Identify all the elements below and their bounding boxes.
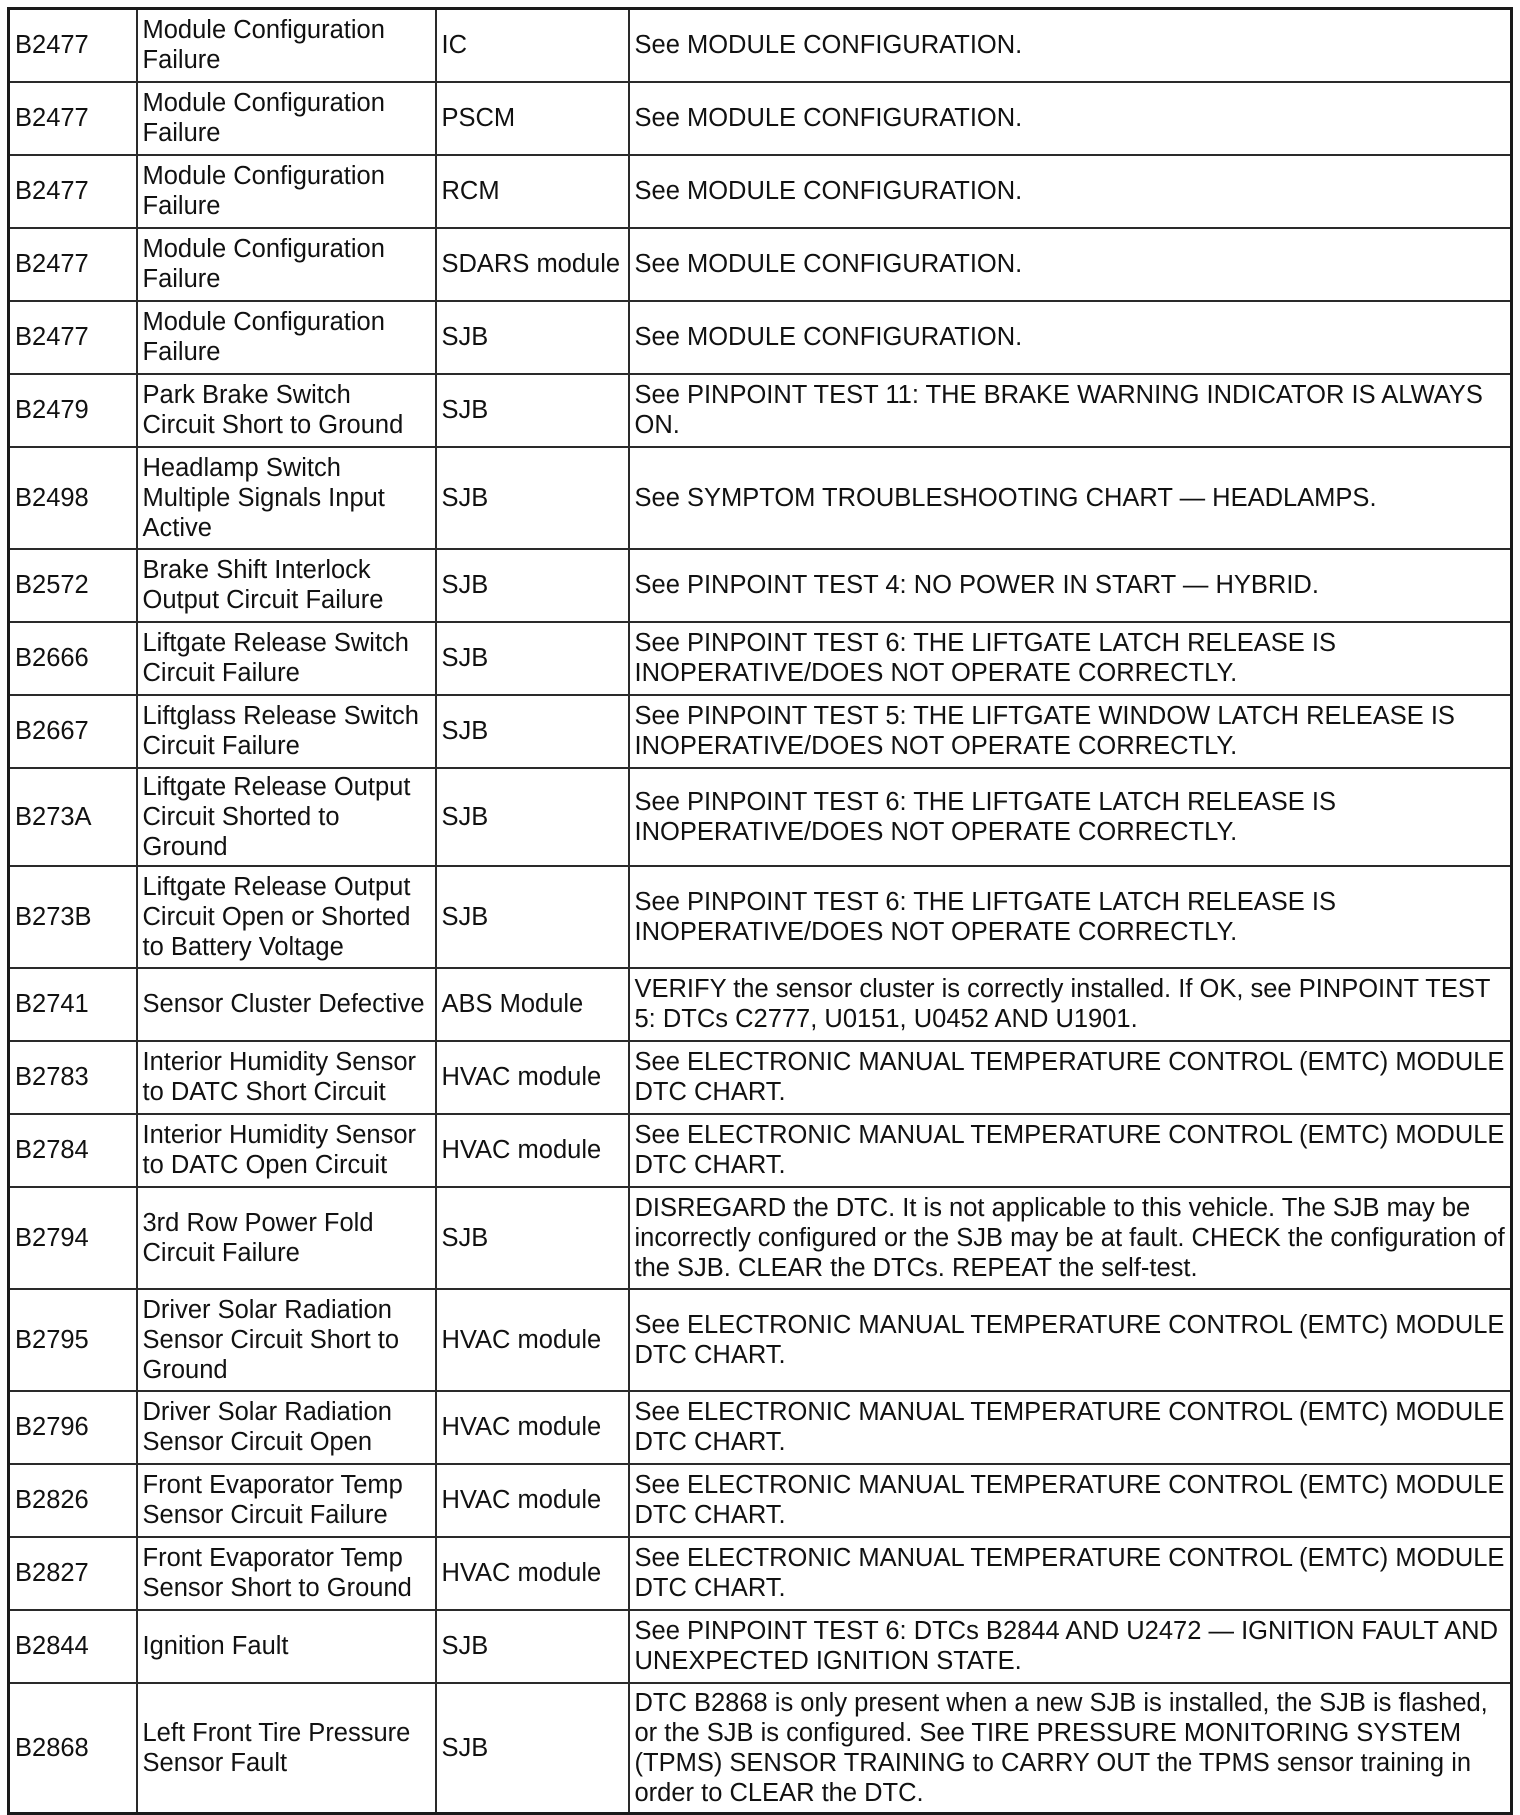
dtc-code: B2784 (9, 1114, 137, 1187)
table-row (9, 1114, 1512, 1187)
dtc-code: B2795 (9, 1289, 137, 1391)
dtc-module: SJB (436, 1187, 629, 1289)
dtc-table (7, 7, 1513, 1815)
dtc-code: B2477 (9, 9, 137, 82)
dtc-action: DISREGARD the DTC. It is not applicable to this vehicle. The SJB may be incorrectly configured or the SJB may be at fault. CHECK the configuration of the SJB. CLEAR the DTCs. REPEAT the self-test. (629, 1187, 1512, 1289)
dtc-module: SJB (436, 1610, 629, 1683)
dtc-description: Liftglass Release Switch Circuit Failure (137, 695, 436, 768)
table-row (9, 374, 1512, 447)
dtc-code: B273A (9, 768, 137, 866)
dtc-module: ABS Module (436, 968, 629, 1041)
dtc-action: See MODULE CONFIGURATION. (629, 9, 1512, 82)
dtc-code: B2827 (9, 1537, 137, 1610)
dtc-action: See MODULE CONFIGURATION. (629, 82, 1512, 155)
table-row (9, 447, 1512, 549)
dtc-module: PSCM (436, 82, 629, 155)
dtc-module: IC (436, 9, 629, 82)
dtc-action: See MODULE CONFIGURATION. (629, 301, 1512, 374)
dtc-module: SJB (436, 447, 629, 549)
dtc-code: B2796 (9, 1391, 137, 1464)
dtc-code: B2477 (9, 155, 137, 228)
table-row (9, 1187, 1512, 1289)
dtc-description: Driver Solar Radiation Sensor Circuit Short to Ground (137, 1289, 436, 1391)
dtc-module: HVAC module (436, 1041, 629, 1114)
dtc-module: HVAC module (436, 1289, 629, 1391)
dtc-action: See PINPOINT TEST 11: THE BRAKE WARNING INDICATOR IS ALWAYS ON. (629, 374, 1512, 447)
dtc-description: Module Configuration Failure (137, 228, 436, 301)
dtc-description: Module Configuration Failure (137, 301, 436, 374)
dtc-action: See PINPOINT TEST 6: THE LIFTGATE LATCH RELEASE IS INOPERATIVE/DOES NOT OPERATE CORRECTLY. (629, 866, 1512, 968)
table-row (9, 228, 1512, 301)
dtc-module: SJB (436, 622, 629, 695)
dtc-module: SJB (436, 301, 629, 374)
table-row (9, 82, 1512, 155)
dtc-code: B2666 (9, 622, 137, 695)
dtc-action: See ELECTRONIC MANUAL TEMPERATURE CONTROL (EMTC) MODULE DTC CHART. (629, 1391, 1512, 1464)
dtc-description: 3rd Row Power Fold Circuit Failure (137, 1187, 436, 1289)
dtc-action: See ELECTRONIC MANUAL TEMPERATURE CONTROL (EMTC) MODULE DTC CHART. (629, 1289, 1512, 1391)
table-row (9, 1683, 1512, 1814)
dtc-action: See ELECTRONIC MANUAL TEMPERATURE CONTROL (EMTC) MODULE DTC CHART. (629, 1537, 1512, 1610)
dtc-module: SJB (436, 549, 629, 622)
dtc-code: B2741 (9, 968, 137, 1041)
dtc-action: See PINPOINT TEST 6: THE LIFTGATE LATCH RELEASE IS INOPERATIVE/DOES NOT OPERATE CORRECTLY. (629, 768, 1512, 866)
table-row (9, 1041, 1512, 1114)
table-row (9, 695, 1512, 768)
dtc-description: Module Configuration Failure (137, 9, 436, 82)
dtc-module: SJB (436, 866, 629, 968)
dtc-description: Liftgate Release Output Circuit Shorted to Ground (137, 768, 436, 866)
dtc-action: See PINPOINT TEST 5: THE LIFTGATE WINDOW LATCH RELEASE IS INOPERATIVE/DOES NOT OPERATE CORRECTLY. (629, 695, 1512, 768)
table-row (9, 1289, 1512, 1391)
dtc-module: HVAC module (436, 1464, 629, 1537)
dtc-description: Brake Shift Interlock Output Circuit Failure (137, 549, 436, 622)
dtc-code: B273B (9, 866, 137, 968)
dtc-action: See ELECTRONIC MANUAL TEMPERATURE CONTROL (EMTC) MODULE DTC CHART. (629, 1041, 1512, 1114)
dtc-code: B2477 (9, 228, 137, 301)
dtc-module: SJB (436, 768, 629, 866)
dtc-description: Headlamp Switch Multiple Signals Input Active (137, 447, 436, 549)
dtc-table-container (7, 7, 1513, 1815)
dtc-description: Park Brake Switch Circuit Short to Ground (137, 374, 436, 447)
table-row (9, 866, 1512, 968)
dtc-description: Interior Humidity Sensor to DATC Open Circuit (137, 1114, 436, 1187)
dtc-module: SJB (436, 374, 629, 447)
table-row (9, 622, 1512, 695)
dtc-action: DTC B2868 is only present when a new SJB is installed, the SJB is flashed, or the SJB is configured. See TIRE PRESSURE MONITORING SYSTEM (TPMS) SENSOR TRAINING to CARRY OUT the TPMS sensor training in order to CLEAR the DTC. (629, 1683, 1512, 1814)
dtc-description: Left Front Tire Pressure Sensor Fault (137, 1683, 436, 1814)
dtc-action: VERIFY the sensor cluster is correctly installed. If OK, see PINPOINT TEST 5: DTCs C2777, U0151, U0452 AND U1901. (629, 968, 1512, 1041)
dtc-description: Front Evaporator Temp Sensor Short to Ground (137, 1537, 436, 1610)
table-row (9, 1610, 1512, 1683)
table-row (9, 768, 1512, 866)
dtc-description: Sensor Cluster Defective (137, 968, 436, 1041)
table-row (9, 1464, 1512, 1537)
dtc-code: B2477 (9, 301, 137, 374)
dtc-code: B2868 (9, 1683, 137, 1814)
dtc-code: B2844 (9, 1610, 137, 1683)
table-row (9, 155, 1512, 228)
table-row (9, 301, 1512, 374)
dtc-action: See PINPOINT TEST 6: DTCs B2844 AND U2472 — IGNITION FAULT AND UNEXPECTED IGNITION STATE. (629, 1610, 1512, 1683)
dtc-module: SJB (436, 695, 629, 768)
dtc-action: See MODULE CONFIGURATION. (629, 155, 1512, 228)
dtc-module: HVAC module (436, 1114, 629, 1187)
dtc-module: HVAC module (436, 1391, 629, 1464)
table-row (9, 968, 1512, 1041)
table-row (9, 9, 1512, 82)
dtc-action: See ELECTRONIC MANUAL TEMPERATURE CONTROL (EMTC) MODULE DTC CHART. (629, 1464, 1512, 1537)
dtc-description: Ignition Fault (137, 1610, 436, 1683)
dtc-table-body (9, 9, 1512, 1814)
table-row (9, 549, 1512, 622)
table-row (9, 1537, 1512, 1610)
dtc-action: See PINPOINT TEST 4: NO POWER IN START — HYBRID. (629, 549, 1512, 622)
dtc-code: B2572 (9, 549, 137, 622)
dtc-description: Module Configuration Failure (137, 82, 436, 155)
dtc-module: RCM (436, 155, 629, 228)
dtc-description: Interior Humidity Sensor to DATC Short Circuit (137, 1041, 436, 1114)
dtc-code: B2783 (9, 1041, 137, 1114)
dtc-description: Liftgate Release Switch Circuit Failure (137, 622, 436, 695)
dtc-description: Front Evaporator Temp Sensor Circuit Failure (137, 1464, 436, 1537)
dtc-module: SDARS module (436, 228, 629, 301)
dtc-action: See PINPOINT TEST 6: THE LIFTGATE LATCH RELEASE IS INOPERATIVE/DOES NOT OPERATE CORRECTLY. (629, 622, 1512, 695)
dtc-description: Module Configuration Failure (137, 155, 436, 228)
dtc-description: Liftgate Release Output Circuit Open or Shorted to Battery Voltage (137, 866, 436, 968)
table-row (9, 1391, 1512, 1464)
dtc-code: B2479 (9, 374, 137, 447)
dtc-action: See MODULE CONFIGURATION. (629, 228, 1512, 301)
dtc-code: B2826 (9, 1464, 137, 1537)
dtc-code: B2667 (9, 695, 137, 768)
dtc-code: B2477 (9, 82, 137, 155)
dtc-description: Driver Solar Radiation Sensor Circuit Open (137, 1391, 436, 1464)
dtc-action: See ELECTRONIC MANUAL TEMPERATURE CONTROL (EMTC) MODULE DTC CHART. (629, 1114, 1512, 1187)
dtc-action: See SYMPTOM TROUBLESHOOTING CHART — HEADLAMPS. (629, 447, 1512, 549)
dtc-module: HVAC module (436, 1537, 629, 1610)
dtc-module: SJB (436, 1683, 629, 1814)
dtc-code: B2794 (9, 1187, 137, 1289)
dtc-code: B2498 (9, 447, 137, 549)
